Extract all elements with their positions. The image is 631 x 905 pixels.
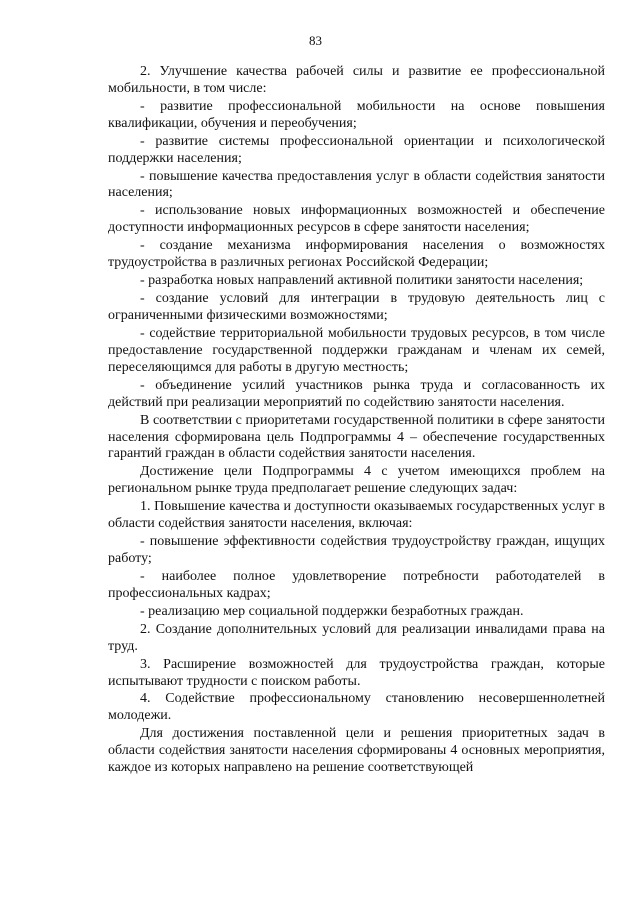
list-item: - развитие системы профессиональной ориентации и психологической поддержки населения; [108, 133, 605, 166]
list-item: - содействие территориальной мобильности трудовых ресурсов, в том числе предоставление государственной поддержки гражданам и членам их семей, переселяющимся для работы в другую местность; [108, 325, 605, 375]
paragraph: Для достижения поставленной цели и решения приоритетных задач в области содействия занятости населения сформированы 4 основных мероприятия, каждое из которых направлено на решение соответствующей [108, 726, 605, 776]
list-item: - объединение усилий участников рынка труда и согласованность их действий при реализации мероприятий по содействию занятости населения. [108, 377, 605, 410]
paragraph: В соответствии с приоритетами государственной политики в сфере занятости населения сформирована цель Подпрограммы 4 – обеспечение государственных гарантий граждан в области содействия занятости населения. [108, 412, 605, 462]
page-number: 83 [309, 33, 322, 48]
paragraph: 1. Повышение качества и доступности оказываемых государственных услуг в области содействия занятости населения, включая: [108, 499, 605, 532]
paragraph: 2. Улучшение качества рабочей силы и развитие ее профессиональной мобильности, в том числе: [108, 64, 605, 96]
list-item: - наиболее полное удовлетворение потребности работодателей в профессиональных кадрах; [108, 568, 605, 601]
paragraph: 4. Содействие профессиональному становлению несовершеннолетней молодежи. [108, 691, 605, 724]
paragraph: Достижение цели Подпрограммы 4 с учетом имеющихся проблем на региональном рынке труда предполагает решение следующих задач: [108, 464, 605, 497]
paragraph: 2. Создание дополнительных условий для реализации инвалидами права на труд. [108, 621, 605, 654]
list-item: - разработка новых направлений активной политики занятости населения; [140, 273, 584, 289]
list-item: - повышение эффективности содействия трудоустройству граждан, ищущих работу; [108, 534, 605, 566]
list-item: - создание условий для интеграции в трудовую деятельность лиц с ограниченными физическими возможностями; [108, 291, 605, 324]
list-item: - использование новых информационных возможностей и обеспечение доступности информационных ресурсов в сфере занятости населения; [108, 203, 605, 236]
list-item: - развитие профессиональной мобильности на основе повышения квалификации, обучения и переобучения; [108, 98, 605, 131]
document-body [108, 64, 605, 778]
list-item: - создание механизма информирования населения о возможностях трудоустройства в различных регионах Российской Федерации; [108, 238, 605, 271]
list-item: - реализацию мер социальной поддержки безработных граждан. [140, 603, 524, 619]
list-item: - повышение качества предоставления услуг в области содействия занятости населения; [108, 168, 605, 201]
paragraph: 3. Расширение возможностей для трудоустройства граждан, которые испытывают трудности с поиском работы. [108, 656, 605, 689]
